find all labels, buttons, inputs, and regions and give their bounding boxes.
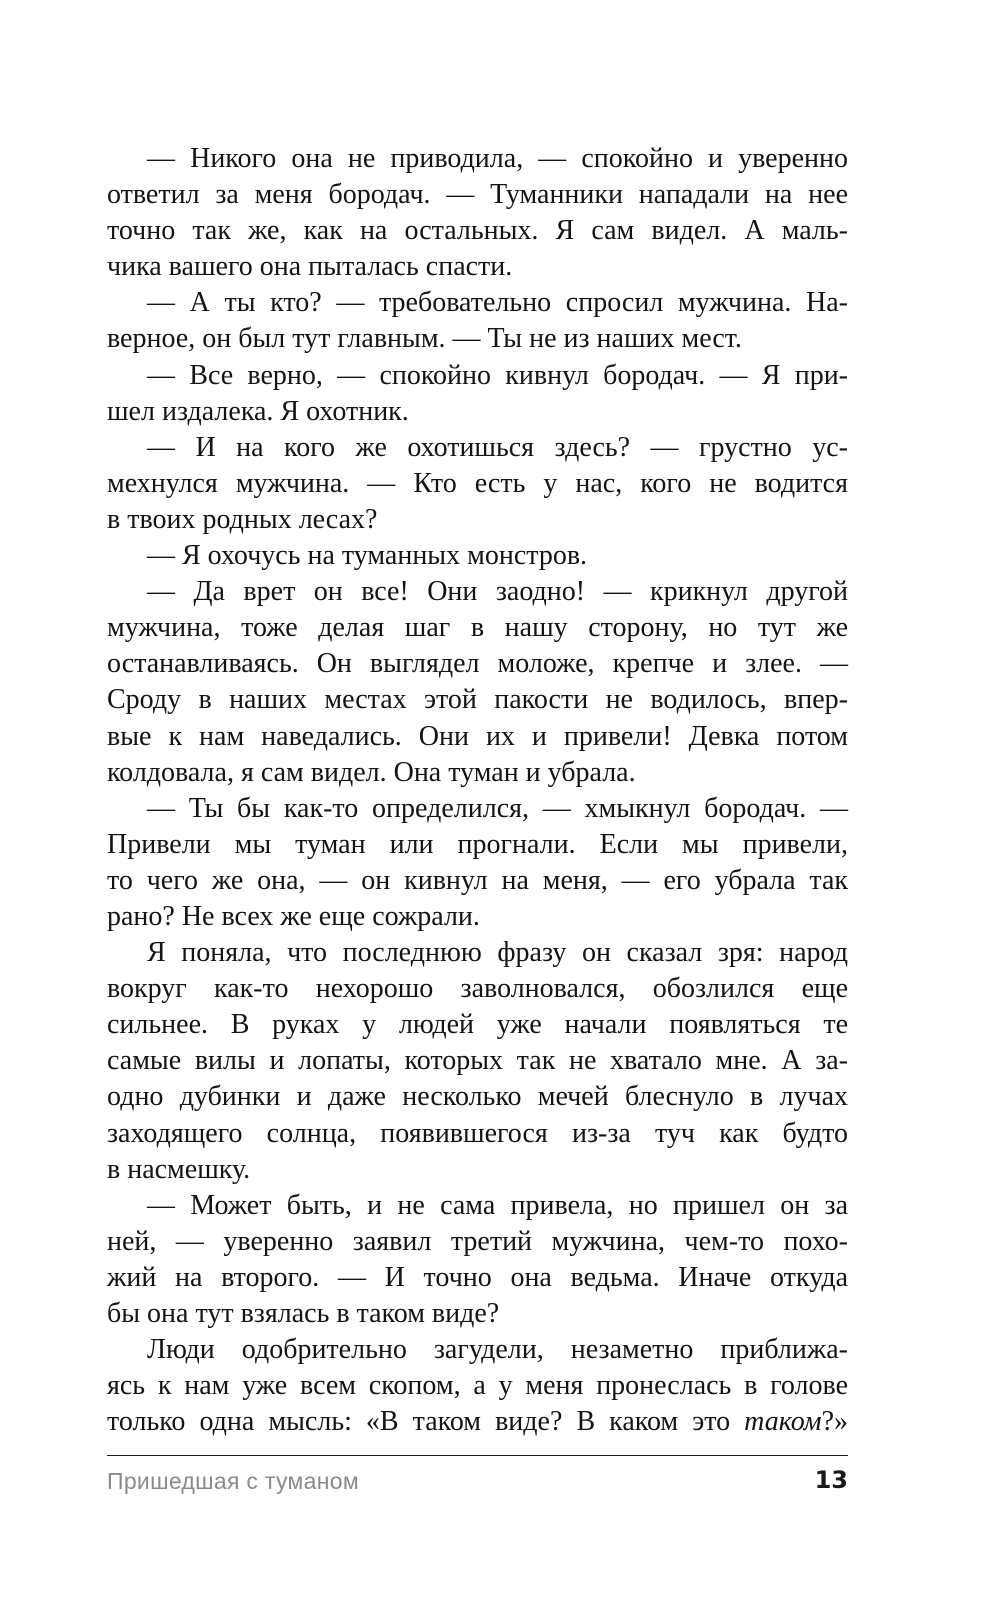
text-line-content: вые к нам наведались. Они их и привели! Девка потом <box>107 720 848 752</box>
text-line-content: — Все верно, — спокойно кивнул бородач. — Я при- <box>147 359 848 391</box>
text-line-content: — И на кого же охотишься здесь? — грустно ус- <box>147 431 848 463</box>
text-line-content: чика вашего она пыталась спасти. <box>107 251 513 283</box>
text-line-content: — Может быть, и не сама привела, но пришел он за <box>147 1189 848 1221</box>
text-line-content: — Ты бы как-то определился, — хмыкнул бородач. — <box>147 792 848 824</box>
text-line-content: ясь к нам уже всем скопом, а у меня пронеслась в голове <box>107 1370 848 1402</box>
text-line <box>107 141 848 177</box>
text-line-content: мехнулся мужчина. — Кто есть у нас, кого не водится <box>107 467 848 499</box>
text-line <box>107 863 848 899</box>
text-line <box>107 1007 848 1043</box>
text-line <box>107 1224 848 1260</box>
text-line-content: в насмешку. <box>107 1153 251 1185</box>
text-line-content: Сроду в наших местах этой пакости не водилось, впер- <box>107 684 848 716</box>
text-line-content: бы она тут взялась в таком виде? <box>107 1298 500 1329</box>
text-line-content: точно так же, как на остальных. Я сам видел. А маль- <box>107 215 848 247</box>
text-line-content: то чего же она, — он кивнул на меня, — его убрала так <box>107 864 848 896</box>
page-number: 13 <box>814 1466 848 1494</box>
text-line-content: в твоих родных лесах? <box>107 503 378 535</box>
text-line <box>107 177 848 213</box>
text-line-content: колдовала, я сам видел. Она туман и убрала. <box>107 756 636 788</box>
text-line <box>107 755 848 791</box>
text-line <box>107 1079 848 1115</box>
text-line <box>107 971 848 1007</box>
text-line-content: ответил за меня бородач. — Туманники нападали на нее <box>107 179 848 211</box>
text-line <box>107 1296 848 1332</box>
text-line <box>107 1116 848 1152</box>
text-line-content: Привели мы туман или прогнали. Если мы привели, <box>107 828 848 860</box>
text-line-content: рано? Не всех же еще сожрали. <box>107 900 480 932</box>
text-line-content: мужчина, тоже делая шаг в нашу сторону, но тут же <box>107 612 848 644</box>
text-line <box>107 394 848 430</box>
text-line-content: заходящего солнца, появившегося из-за туч как будто <box>107 1117 848 1149</box>
text-line <box>107 502 848 538</box>
text-line <box>107 1260 848 1296</box>
text-line <box>107 213 848 249</box>
text-line <box>107 719 848 755</box>
text-line-content: верное, он был тут главным. — Ты не из наших мест. <box>107 323 742 355</box>
text-line <box>107 1368 848 1404</box>
text-line <box>107 249 848 285</box>
text-line-content: самые вилы и лопаты, которых так не хватало мне. А за- <box>107 1045 848 1077</box>
text-line <box>107 466 848 502</box>
text-line-content: — Никого она не приводила, — спокойно и уверенно <box>147 143 848 174</box>
text-line-content: сильнее. В руках у людей уже начали появляться те <box>107 1009 848 1041</box>
text-line <box>107 827 848 863</box>
text-line-content: — А ты кто? — требовательно спросил мужчина. На- <box>147 287 848 319</box>
text-line <box>107 646 848 682</box>
text-line <box>107 1043 848 1079</box>
text-line <box>107 538 848 574</box>
text-line <box>107 574 848 610</box>
text-line <box>107 1152 848 1188</box>
text-line-content: останавливаясь. Он выглядел моложе, крепче и злее. — <box>107 648 848 680</box>
text-line <box>107 899 848 935</box>
running-footer-title: Пришедшая с туманом <box>107 1468 359 1494</box>
text-line <box>107 1188 848 1224</box>
text-line <box>107 1332 848 1368</box>
text-line <box>107 285 848 321</box>
text-line <box>107 791 848 827</box>
text-line-content: только одна мысль: «В таком виде? В каком это <box>107 1406 745 1438</box>
text-line-content: Я поняла, что последнюю фразу он сказал зря: народ <box>147 937 848 969</box>
footer-divider <box>107 1455 848 1456</box>
text-line <box>107 358 848 394</box>
text-line-content: — Да врет он все! Они заодно! — крикнул другой <box>147 576 848 608</box>
text-line <box>107 935 848 971</box>
text-line <box>107 682 848 718</box>
text-line-content: одно дубинки и даже несколько мечей блеснуло в лучах <box>107 1081 848 1113</box>
text-line-content: ней, — уверенно заявил третий мужчина, чем-то похо- <box>107 1225 848 1257</box>
text-line-content: вокруг как-то нехорошо заволновался, обозлился еще <box>107 973 848 1005</box>
text-line <box>107 321 848 357</box>
text-line-content: Люди одобрительно загудели, незаметно приближа- <box>147 1334 848 1366</box>
text-line <box>107 430 848 466</box>
text-line-content: — Я охочусь на туманных монстров. <box>147 540 588 572</box>
text-line-content: жий на второго. — И точно она ведьма. Иначе откуда <box>107 1261 848 1293</box>
text-line-tail: ?» <box>821 1406 848 1438</box>
italic-word: таком <box>744 1406 822 1438</box>
text-line-content: шел издалека. Я охотник. <box>107 395 409 427</box>
body-text <box>107 141 848 1440</box>
text-line <box>107 1404 848 1440</box>
text-line <box>107 610 848 646</box>
